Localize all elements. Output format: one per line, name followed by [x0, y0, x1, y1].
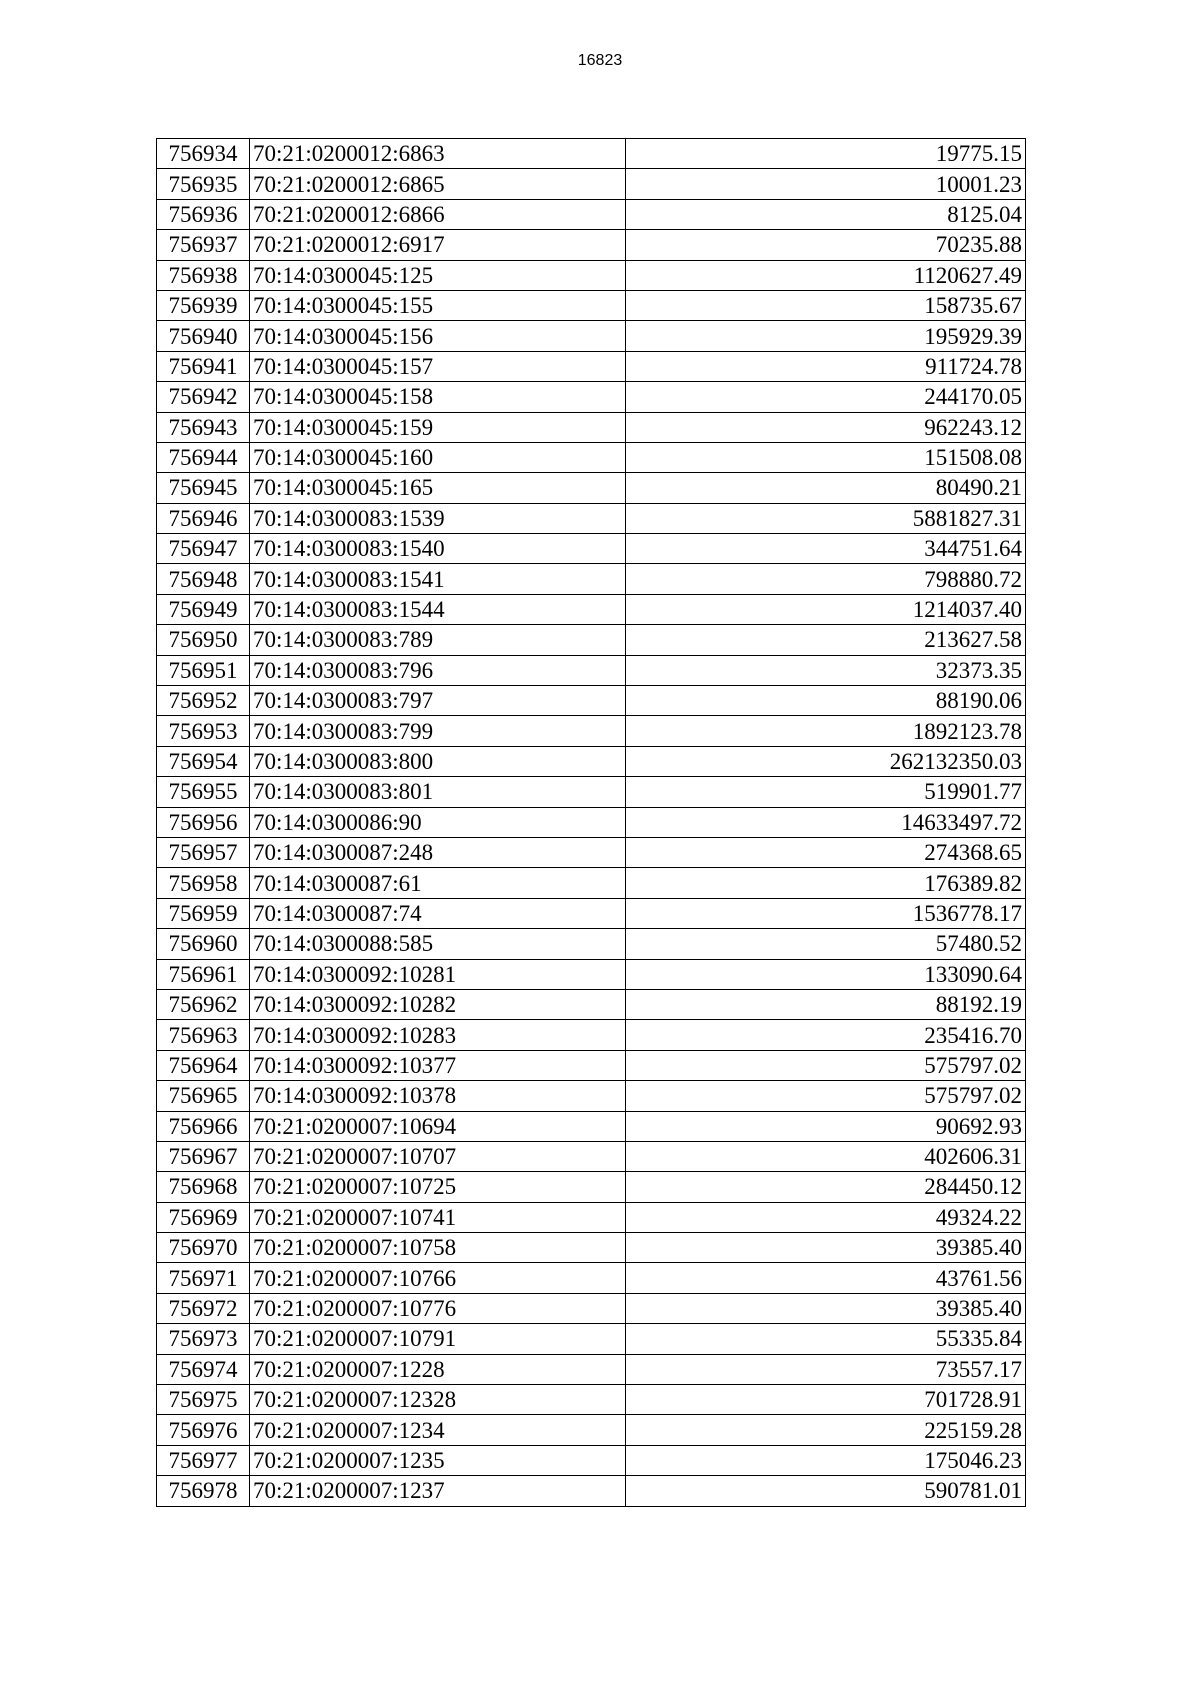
- table-row: [157, 139, 1026, 169]
- row-number-cell: 756946: [157, 503, 250, 533]
- value-cell: 195929.39: [626, 321, 1026, 351]
- row-number-cell: 756965: [157, 1081, 250, 1111]
- value-cell: 284450.12: [626, 1172, 1026, 1202]
- value-cell: 1214037.40: [626, 594, 1026, 624]
- table-row: [157, 260, 1026, 290]
- value-cell: 133090.64: [626, 959, 1026, 989]
- value-cell: 590781.01: [626, 1476, 1026, 1506]
- table-row: [157, 716, 1026, 746]
- table-row: [157, 1293, 1026, 1323]
- value-cell: 55335.84: [626, 1324, 1026, 1354]
- row-number-cell: 756963: [157, 1020, 250, 1050]
- table-row: [157, 1324, 1026, 1354]
- table-row: [157, 1202, 1026, 1232]
- row-number-cell: 756949: [157, 594, 250, 624]
- cadastral-number-cell: 70:14:0300045:125: [250, 260, 626, 290]
- table-row: [157, 807, 1026, 837]
- value-cell: 175046.23: [626, 1445, 1026, 1475]
- cadastral-number-cell: 70:14:0300083:1541: [250, 564, 626, 594]
- value-cell: 575797.02: [626, 1081, 1026, 1111]
- row-number-cell: 756939: [157, 290, 250, 320]
- table-row: [157, 868, 1026, 898]
- row-number-cell: 756940: [157, 321, 250, 351]
- table-row: [157, 655, 1026, 685]
- table-row: [157, 625, 1026, 655]
- row-number-cell: 756968: [157, 1172, 250, 1202]
- cadastral-number-cell: 70:14:0300045:160: [250, 442, 626, 472]
- row-number-cell: 756938: [157, 260, 250, 290]
- value-cell: 344751.64: [626, 534, 1026, 564]
- row-number-cell: 756937: [157, 230, 250, 260]
- table-row: [157, 746, 1026, 776]
- value-cell: 1892123.78: [626, 716, 1026, 746]
- cadastral-number-cell: 70:21:0200007:1234: [250, 1415, 626, 1445]
- row-number-cell: 756945: [157, 473, 250, 503]
- row-number-cell: 756951: [157, 655, 250, 685]
- row-number-cell: 756935: [157, 169, 250, 199]
- table-row: [157, 169, 1026, 199]
- cadastral-number-cell: 70:21:0200007:10707: [250, 1141, 626, 1171]
- value-cell: 39385.40: [626, 1233, 1026, 1263]
- value-cell: 1120627.49: [626, 260, 1026, 290]
- table-row: [157, 321, 1026, 351]
- cadastral-number-cell: 70:14:0300045:157: [250, 351, 626, 381]
- value-cell: 73557.17: [626, 1354, 1026, 1384]
- value-cell: 1536778.17: [626, 898, 1026, 928]
- cadastral-number-cell: 70:14:0300092:10283: [250, 1020, 626, 1050]
- row-number-cell: 756958: [157, 868, 250, 898]
- cadastral-number-cell: 70:14:0300083:1539: [250, 503, 626, 533]
- row-number-cell: 756954: [157, 746, 250, 776]
- value-cell: 244170.05: [626, 382, 1026, 412]
- cadastral-number-cell: 70:14:0300086:90: [250, 807, 626, 837]
- registry-table-body: [157, 139, 1026, 1507]
- table-row: [157, 777, 1026, 807]
- cadastral-number-cell: 70:14:0300083:1540: [250, 534, 626, 564]
- cadastral-number-cell: 70:14:0300088:585: [250, 929, 626, 959]
- row-number-cell: 756943: [157, 412, 250, 442]
- row-number-cell: 756934: [157, 139, 250, 169]
- value-cell: 90692.93: [626, 1111, 1026, 1141]
- value-cell: 575797.02: [626, 1050, 1026, 1080]
- row-number-cell: 756973: [157, 1324, 250, 1354]
- value-cell: 57480.52: [626, 929, 1026, 959]
- row-number-cell: 756977: [157, 1445, 250, 1475]
- row-number-cell: 756970: [157, 1233, 250, 1263]
- cadastral-number-cell: 70:14:0300045:155: [250, 290, 626, 320]
- table-row: [157, 1354, 1026, 1384]
- table-row: [157, 898, 1026, 928]
- row-number-cell: 756936: [157, 199, 250, 229]
- row-number-cell: 756962: [157, 989, 250, 1019]
- value-cell: 911724.78: [626, 351, 1026, 381]
- table-row: [157, 1263, 1026, 1293]
- value-cell: 43761.56: [626, 1263, 1026, 1293]
- value-cell: 39385.40: [626, 1293, 1026, 1323]
- table-row: [157, 1385, 1026, 1415]
- cadastral-number-cell: 70:21:0200012:6865: [250, 169, 626, 199]
- row-number-cell: 756960: [157, 929, 250, 959]
- row-number-cell: 756948: [157, 564, 250, 594]
- cadastral-number-cell: 70:14:0300083:796: [250, 655, 626, 685]
- table-row: [157, 837, 1026, 867]
- cadastral-number-cell: 70:14:0300083:797: [250, 686, 626, 716]
- cadastral-number-cell: 70:21:0200012:6866: [250, 199, 626, 229]
- table-row: [157, 1050, 1026, 1080]
- cadastral-number-cell: 70:14:0300092:10282: [250, 989, 626, 1019]
- value-cell: 519901.77: [626, 777, 1026, 807]
- cadastral-number-cell: 70:21:0200007:1235: [250, 1445, 626, 1475]
- page-number: 16823: [577, 52, 623, 69]
- cadastral-number-cell: 70:14:0300087:61: [250, 868, 626, 898]
- cadastral-number-cell: 70:14:0300083:801: [250, 777, 626, 807]
- cadastral-number-cell: 70:21:0200007:12328: [250, 1385, 626, 1415]
- row-number-cell: 756957: [157, 837, 250, 867]
- cadastral-number-cell: 70:14:0300045:158: [250, 382, 626, 412]
- table-row: [157, 473, 1026, 503]
- cadastral-number-cell: 70:14:0300045:159: [250, 412, 626, 442]
- table-row: [157, 534, 1026, 564]
- value-cell: 5881827.31: [626, 503, 1026, 533]
- value-cell: 213627.58: [626, 625, 1026, 655]
- table-row: [157, 929, 1026, 959]
- table-row: [157, 382, 1026, 412]
- value-cell: 151508.08: [626, 442, 1026, 472]
- value-cell: 88192.19: [626, 989, 1026, 1019]
- value-cell: 88190.06: [626, 686, 1026, 716]
- value-cell: 70235.88: [626, 230, 1026, 260]
- cadastral-number-cell: 70:14:0300092:10378: [250, 1081, 626, 1111]
- row-number-cell: 756941: [157, 351, 250, 381]
- cadastral-number-cell: 70:14:0300083:799: [250, 716, 626, 746]
- cadastral-number-cell: 70:21:0200007:10766: [250, 1263, 626, 1293]
- row-number-cell: 756972: [157, 1293, 250, 1323]
- value-cell: 701728.91: [626, 1385, 1026, 1415]
- table-row: [157, 230, 1026, 260]
- table-row: [157, 1081, 1026, 1111]
- value-cell: 225159.28: [626, 1415, 1026, 1445]
- row-number-cell: 756974: [157, 1354, 250, 1384]
- row-number-cell: 756956: [157, 807, 250, 837]
- table-row: [157, 686, 1026, 716]
- value-cell: 798880.72: [626, 564, 1026, 594]
- value-cell: 49324.22: [626, 1202, 1026, 1232]
- cadastral-number-cell: 70:14:0300083:789: [250, 625, 626, 655]
- table-row: [157, 503, 1026, 533]
- cadastral-number-cell: 70:21:0200007:10791: [250, 1324, 626, 1354]
- value-cell: 14633497.72: [626, 807, 1026, 837]
- value-cell: 962243.12: [626, 412, 1026, 442]
- value-cell: 274368.65: [626, 837, 1026, 867]
- cadastral-number-cell: 70:21:0200012:6917: [250, 230, 626, 260]
- row-number-cell: 756978: [157, 1476, 250, 1506]
- value-cell: 8125.04: [626, 199, 1026, 229]
- cadastral-number-cell: 70:14:0300092:10281: [250, 959, 626, 989]
- value-cell: 158735.67: [626, 290, 1026, 320]
- table-row: [157, 1020, 1026, 1050]
- row-number-cell: 756975: [157, 1385, 250, 1415]
- cadastral-number-cell: 70:14:0300087:248: [250, 837, 626, 867]
- cadastral-number-cell: 70:21:0200007:10758: [250, 1233, 626, 1263]
- value-cell: 32373.35: [626, 655, 1026, 685]
- value-cell: 80490.21: [626, 473, 1026, 503]
- row-number-cell: 756969: [157, 1202, 250, 1232]
- table-row: [157, 1111, 1026, 1141]
- table-row: [157, 412, 1026, 442]
- cadastral-number-cell: 70:21:0200007:1228: [250, 1354, 626, 1384]
- cadastral-number-cell: 70:21:0200007:10741: [250, 1202, 626, 1232]
- table-row: [157, 351, 1026, 381]
- table-row: [157, 564, 1026, 594]
- row-number-cell: 756952: [157, 686, 250, 716]
- value-cell: 19775.15: [626, 139, 1026, 169]
- cadastral-number-cell: 70:21:0200007:1237: [250, 1476, 626, 1506]
- cadastral-number-cell: 70:14:0300083:1544: [250, 594, 626, 624]
- table-row: [157, 1445, 1026, 1475]
- table-row: [157, 594, 1026, 624]
- registry-table: [156, 138, 1026, 1507]
- table-row: [157, 1141, 1026, 1171]
- row-number-cell: 756950: [157, 625, 250, 655]
- cadastral-number-cell: 70:14:0300083:800: [250, 746, 626, 776]
- table-row: [157, 1172, 1026, 1202]
- row-number-cell: 756961: [157, 959, 250, 989]
- row-number-cell: 756964: [157, 1050, 250, 1080]
- cadastral-number-cell: 70:21:0200007:10694: [250, 1111, 626, 1141]
- cadastral-number-cell: 70:21:0200012:6863: [250, 139, 626, 169]
- table-row: [157, 442, 1026, 472]
- cadastral-number-cell: 70:14:0300045:156: [250, 321, 626, 351]
- table-row: [157, 1233, 1026, 1263]
- row-number-cell: 756971: [157, 1263, 250, 1293]
- value-cell: 10001.23: [626, 169, 1026, 199]
- cadastral-number-cell: 70:14:0300045:165: [250, 473, 626, 503]
- row-number-cell: 756976: [157, 1415, 250, 1445]
- table-row: [157, 1476, 1026, 1506]
- value-cell: 235416.70: [626, 1020, 1026, 1050]
- row-number-cell: 756953: [157, 716, 250, 746]
- cadastral-number-cell: 70:14:0300087:74: [250, 898, 626, 928]
- row-number-cell: 756955: [157, 777, 250, 807]
- row-number-cell: 756966: [157, 1111, 250, 1141]
- table-row: [157, 959, 1026, 989]
- row-number-cell: 756944: [157, 442, 250, 472]
- row-number-cell: 756959: [157, 898, 250, 928]
- cadastral-number-cell: 70:21:0200007:10725: [250, 1172, 626, 1202]
- cadastral-number-cell: 70:21:0200007:10776: [250, 1293, 626, 1323]
- row-number-cell: 756967: [157, 1141, 250, 1171]
- row-number-cell: 756947: [157, 534, 250, 564]
- cadastral-number-cell: 70:14:0300092:10377: [250, 1050, 626, 1080]
- table-row: [157, 199, 1026, 229]
- row-number-cell: 756942: [157, 382, 250, 412]
- table-row: [157, 290, 1026, 320]
- table-row: [157, 1415, 1026, 1445]
- value-cell: 402606.31: [626, 1141, 1026, 1171]
- value-cell: 262132350.03: [626, 746, 1026, 776]
- table-row: [157, 989, 1026, 1019]
- value-cell: 176389.82: [626, 868, 1026, 898]
